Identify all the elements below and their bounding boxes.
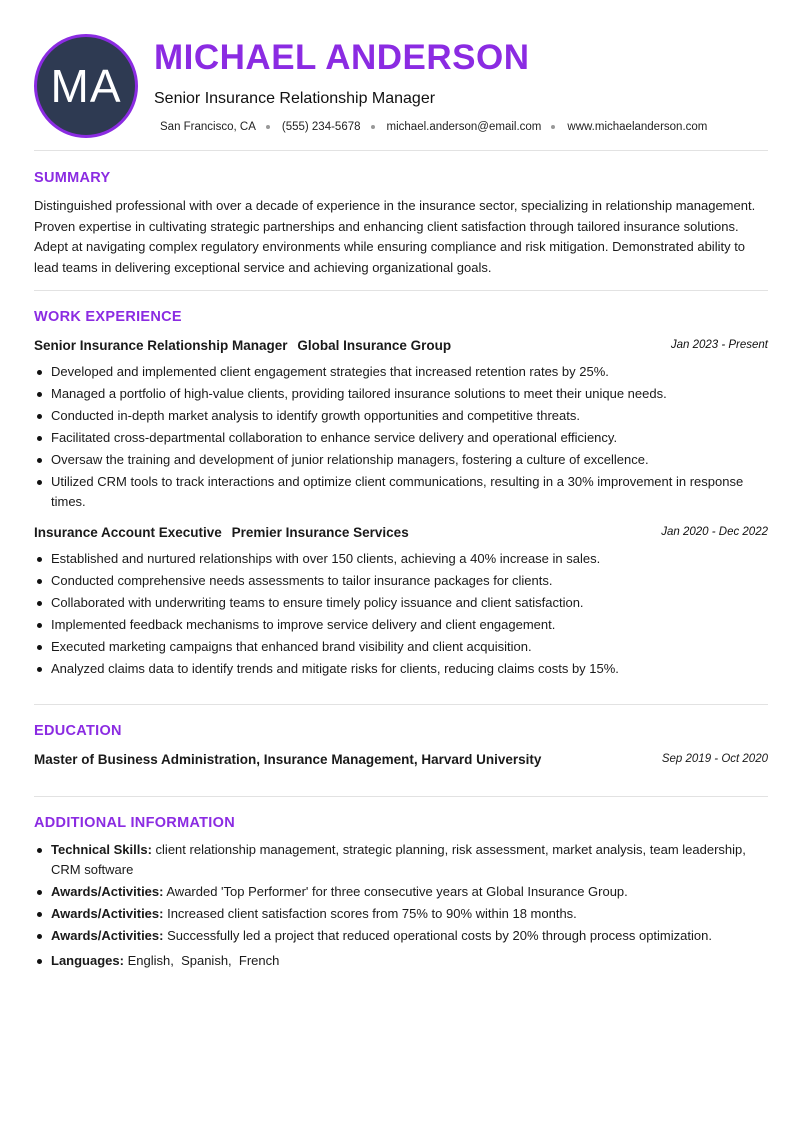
contact-website[interactable]: www.michaelanderson.com [567,121,708,133]
job-header [34,525,768,543]
contact-phone: (555) 234-5678 [281,121,361,133]
item-label: Awards/Activities: [51,927,164,943]
divider [34,290,768,291]
list-item [34,882,768,902]
list-item: Implemented feedback mechanisms to improve service delivery and client engagement. [34,615,768,635]
list-item: Analyzed claims data to identify trends and mitigate risks for clients, reducing claims costs by 15%. [34,659,768,679]
list-item: Oversaw the training and development of junior relationship managers, fostering a culture of excellence. [34,450,768,470]
separator-dot [551,125,555,129]
education-heading: EDUCATION [34,723,122,739]
list-item [34,926,768,946]
divider [34,704,768,705]
item-text: client relationship management, strategic planning, risk assessment, market analysis, team leadership, CRM software [51,842,746,877]
resume-header [34,34,768,138]
item-label: Awards/Activities: [51,905,164,921]
candidate-name: MICHAEL ANDERSON [154,38,530,77]
summary-heading: SUMMARY [34,170,111,186]
job-role: Senior Insurance Relationship Manager [34,338,288,353]
job-header [34,338,768,356]
contact-email[interactable]: michael.anderson@email.com [386,121,542,133]
separator-dot [371,125,375,129]
item-text: Successfully led a project that reduced operational costs by 20% through process optimization. [167,927,712,943]
list-item: Facilitated cross-departmental collaboration to enhance service delivery and operational efficiency. [34,428,768,448]
list-item: Conducted comprehensive needs assessments to tailor insurance packages for clients. [34,571,768,591]
job-company: Premier Insurance Services [231,525,409,540]
job-bullets [34,549,768,681]
additional-info-list [34,840,768,973]
item-text: English, Spanish, French [127,953,280,968]
job-company: Global Insurance Group [297,338,452,353]
item-label: Awards/Activities: [51,883,164,899]
divider [34,150,768,151]
education-row [34,752,768,770]
list-item: Collaborated with underwriting teams to ensure timely policy issuance and client satisfaction. [34,593,768,613]
list-item: Managed a portfolio of high-value clients, providing tailored insurance solutions to meet their unique needs. [34,384,768,404]
list-item [34,840,768,879]
education-degree: Master of Business Administration, Insurance Management, Harvard University [34,752,542,767]
item-text: Awarded 'Top Performer' for three consecutive years at Global Insurance Group. [166,883,628,899]
list-item: Developed and implemented client engagement strategies that increased retention rates by 25%. [34,362,768,382]
list-item: Utilized CRM tools to track interactions and optimize client communications, resulting in a 30% improvement in response times. [34,472,768,511]
separator-dot [266,125,270,129]
divider [34,796,768,797]
contact-location: San Francisco, CA [160,121,256,133]
work-experience-heading: WORK EXPERIENCE [34,309,182,325]
item-label: Languages: [51,953,124,968]
job-role: Insurance Account Executive [34,525,222,540]
job-dates: Jan 2023 - Present [670,339,768,351]
contact-row [160,121,707,133]
candidate-title: Senior Insurance Relationship Manager [154,90,436,107]
list-item [34,951,768,971]
education-dates: Sep 2019 - Oct 2020 [661,753,768,765]
additional-info-heading: ADDITIONAL INFORMATION [34,815,235,831]
item-text: Increased client satisfaction scores from 75% to 90% within 18 months. [167,905,577,921]
avatar-initials: MA [50,60,122,112]
summary-text: Distinguished professional with over a decade of experience in the insurance sector, specializing in relationship management. Proven expertise in cultivating strategic partnerships and enhancing client satisfaction through tailored insurance solutions. Adept at navigating complex regulatory environments while ensuring compliance and risk mitigation. Demonstrated ability to lead teams in delivering exceptional service and achieving organizational goals. [34,198,756,275]
job-bullets [34,362,768,514]
avatar [34,34,138,138]
list-item: Executed marketing campaigns that enhanced brand visibility and client acquisition. [34,637,768,657]
list-item: Established and nurtured relationships with over 150 clients, achieving a 40% increase in sales. [34,549,768,569]
list-item: Conducted in-depth market analysis to identify growth opportunities and competitive threats. [34,406,768,426]
item-label: Technical Skills: [51,842,152,857]
job-dates: Jan 2020 - Dec 2022 [661,526,768,538]
list-item [34,904,768,924]
